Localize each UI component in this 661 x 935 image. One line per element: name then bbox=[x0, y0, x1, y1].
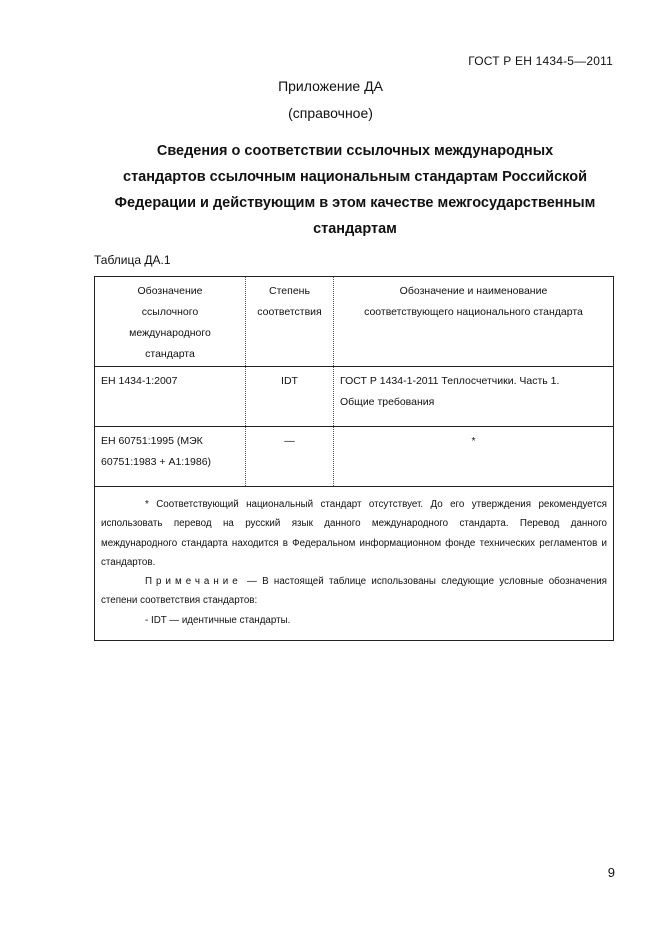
cell-text: 60751:1983 + А1:1986) bbox=[101, 456, 212, 468]
cell-text: ЕН 1434-1:2007 bbox=[101, 375, 178, 387]
cell-reference bbox=[95, 367, 246, 426]
page-number: 9 bbox=[607, 865, 615, 880]
header-cell-degree bbox=[246, 277, 334, 366]
note-paragraph bbox=[101, 572, 607, 611]
header-text: соответствующего национального стандарта bbox=[364, 306, 583, 318]
heading-line: стандартов ссылочным национальным стандартам Российской bbox=[123, 169, 587, 185]
header-text: ссылочного bbox=[141, 306, 199, 318]
cell-national bbox=[334, 427, 613, 486]
footnote-text: * Соответствующий национальный стандарт отсутствует. До его утверждения рекомендуется использовать перевод на русский язык данного международного стандарта. Перевод данного международного стандарта находится в Федеральном информационном фонде технических регламентов и стандартов. bbox=[101, 499, 607, 568]
header-cell-national bbox=[334, 277, 613, 366]
heading-line: Сведения о соответствии ссылочных международных bbox=[156, 143, 554, 159]
appendix-title: Приложение ДА bbox=[278, 78, 383, 94]
cell-text: * bbox=[471, 435, 476, 447]
table-row bbox=[95, 427, 613, 487]
table-label: Таблица ДА.1 bbox=[94, 253, 171, 267]
document-id: ГОСТ Р ЕН 1434-5—2011 bbox=[468, 54, 613, 68]
note-label: Примечание bbox=[145, 576, 242, 588]
header-text: Обозначение bbox=[137, 285, 203, 297]
table-header-row bbox=[95, 277, 613, 367]
appendix-heading bbox=[90, 138, 620, 242]
appendix-subtitle: (справочное) bbox=[288, 105, 373, 121]
cell-text: Общие требования bbox=[340, 396, 435, 408]
cell-reference bbox=[95, 427, 246, 486]
note-item: - IDT — идентичные стандарты. bbox=[145, 614, 291, 626]
heading-line: Федерации и действующим в этом качестве межгосударственным bbox=[114, 195, 596, 211]
note-text: — В настоящей таблице использованы следующие условные обозначения степени соответствия стандартов: bbox=[101, 576, 607, 607]
table-footnotes bbox=[95, 487, 613, 640]
correspondence-table bbox=[94, 276, 614, 641]
header-text: стандарта bbox=[145, 348, 195, 360]
table-row bbox=[95, 367, 613, 427]
cell-national bbox=[334, 367, 613, 426]
heading-line: стандартам bbox=[313, 221, 397, 237]
cell-text: ЕН 60751:1995 (МЭК bbox=[101, 435, 203, 447]
header-text: Обозначение и наименование bbox=[399, 285, 548, 297]
header-text: соответствия bbox=[257, 306, 322, 318]
header-text: Степень bbox=[269, 285, 310, 297]
cell-text: ГОСТ Р 1434-1-2011 Теплосчетчики. Часть 1. bbox=[340, 375, 560, 387]
cell-degree: IDT bbox=[246, 367, 334, 426]
cell-degree: — bbox=[246, 427, 334, 486]
header-cell-reference bbox=[95, 277, 246, 366]
header-text: международного bbox=[129, 327, 211, 339]
